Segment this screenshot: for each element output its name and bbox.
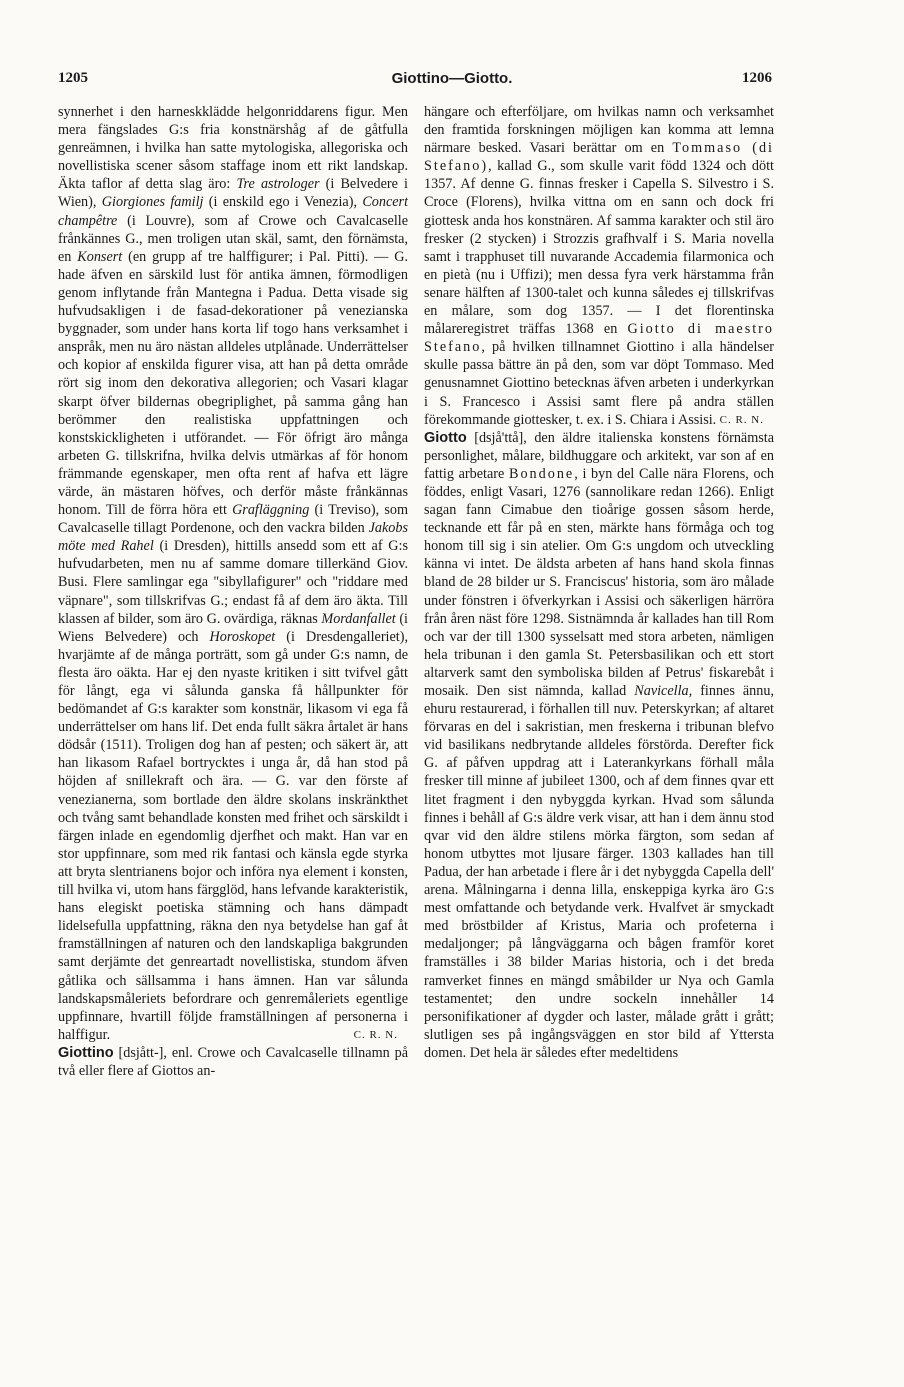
- spaced-name: Giotto di maestro Stefano: [424, 321, 774, 356]
- entry-headword: Giotto: [424, 429, 467, 446]
- spaced-name: Bondone: [508, 465, 575, 482]
- author-signature: C. R. N.: [719, 413, 764, 426]
- work-title: Jakobs möte med Rahel: [58, 520, 408, 555]
- entry-giotto: Giotto [dsjå'ttå], den äldre italienska konstens förnämsta personlighet, målare, bildhuggare och arkitekt, var son af en fattig arbetare Bondone, i byn del Calle nära Florens, och föddes, enligt Vasari, 1276 (sannolikare redan 1266). Enligt sagan fann Cimabue den tioårige gossen såsom herde, tecknande ett får på en sten, märkte hans förmåga och tog honom till sig i sin atelier. Om G:s ungdom och utveckling känna vi intet. De äldsta arbeten af hans hand skola finnas bland de 28 bilder ur S. Franciscus' historia, som äro målade under fönstren i öfverkyrkan i Assisi och säkerligen härröra från åren näst före 1298. Sistnämnda år kallades han till Rom och var der till 1300 sysselsatt med stora arbeten, nämligen hela tribunan i den gamla St. Petersbasilikan och ett stort altarverk samt den symboliska bilden af Petrus' fiskarebåt i mosaik. Den sist nämnda, kallad Navicella, finnes ännu, ehuru restaurerad, i förhallen till nuv. Peterskyrkan; af altaret förvaras en del i sakristian, men freskerna i tribunan blefvo vid basilikans nedbrytande alldeles förstörda. Derefter fick G. af påfven uppdrag att i Laterankyrkans förhall måla fresker till minne af jubileet 1300, och af dem finnes qvar ett litet fragment i den nybyggda kyrkan. Hvad som sålunda finnes i behåll af G:s äldre verk visar, att han i dem ännu stod qvar vid den äldre stilens mörka färgton, som sedan af honom utbyttes mot ljusare färger. 1303 kallades han till Padua, der han arbetade i flere år i det nybyggda Capella dell' arena. Målningarna i denna lilla, enskeppiga kyrka äro G:s mest omfattande och betydande verk. Hvalfvet är smyckadt med bröstbilder af Kristus, Maria och profeterna i medaljonger; på långväggarna och bågen framför koret framställes i 38 bilder Marias historia, och i det breda ramverket finnes en mängd småbilder ur Nya och Gamla testamentet; den undre sockeln innehåller 14 personifikationer af dygder och laster, målade grått i grått; slutligen ses på ingångsväggen en stor bild af Yttersta domen. Det hela är således efter medeltidens: [424, 429, 774, 1061]
- work-title: Grafläggning: [232, 502, 310, 519]
- entry-giorgione-continued: synnerhet i den harneskklädde helgonriddarens figur. Men mera fängslades G:s fria konstnärshåg af de gåtfulla genrеämnen, i hvilka han satte mytologiska, allegoriska och novellistiska scener såsom staffage inom ett rikt landskap. Äkta taflor af detta slag äro: Tre astrologer (i Belvedere i Wien), Giorgiones familj (i enskild ego i Venezia), Concert champêtre (i Louvre), som af Crowe och Cavalcaselle frånkännes G., men troligen utan skäl, samt, den förnämsta, en Konsert (en grupp af tre halffigurer; i Pal. Pitti). — G. hade äfven en särskild lust för antika ämnen, förmodligen genom inflytande från Mantegna i Padua. Detta visade sig hufvudsakligen i de fasad-dekorationer på venezianska byggnader, som under hans korta lif togo hans verksamhet i anspråk, men nu äro nästan alldeles utplånade. Underrättelser och kopior af enskilda figurer visa, att han på detta område rört sig inom den dekorativa allegorien; och Vasari klagar skarpt öfver bildernas obegriplighet, på samma gång han berömmer den realistiska uppfattningen och konstskickligheten i utförandet. — För öfrigt äro många arbeten G. tillskrifna, hvilka delvis utmärkas af för honom främmande egenskaper, men ofta rent af hafva ett lägre värde, än mästaren höfves, och derför måste frånkännas honom. Till de förra höra ett Grafläggning (i Treviso), som Cavalcaselle tillagt Pordenone, och den vackra bilden Jakobs möte med Rahel (i Dresden), hittills ansedd som ett af G:s hufvudarbeten, men nu af samme domare tillerkänd Giov. Busi. Flere samlingar ega "sibyllafigurer" och "riddare med väpnare", som tillskrifvas G.; endast få af dem äro äkta. Till klassen af bilder, som äro G. ovärdiga, räknas Mordanfallet (i Wiens Belvedere) och Horoskopet (i Dresdengalleriet), hvarjämte af de många porträtt, som gå under G:s namn, de flesta äro oäkta. Har ej den nyaste kritiken i sitt tvifvel gått för långt, ega vi sålunda ganska få hållpunkter för bedömandet af G:s karakter som konstnär, likasom vi ega få underrättelser om hans lif. Det enda fullt säkra årtalet är hans dödsår (1511). Troligen dog han af pesten; och säkert är, att han likasom Rafael bortrycktes i unga år, då han stod på höjden af snillekraft och ära. — G. var den förste af venezianerna, som bortlade den äldre skolans inskränkthet och tvång samt behandlade konsten med frihet och särskildt i färgen inlade en egendomlig djerfhet och makt. Han var en stor uppfinnare, som med rik fantasi och känsla egde styrka att bryta slentrianens bojor och införa nya element i konsten, till hvilka vi, utom hans färgglöd, hans lefvande karakteristik, hans elegiskt poetiska stämning och hans dämpadt lidelsefulla uppfattning, räkna den nya betydelse han gaf åt framställningen af naturen och den landskapliga bakgrunden samt derjämte det genreartadt novellistiska, stundom äfven gåtlika och sällsamma i hans ämnen. Han var sålunda landskapsmåleriets befordrare och genremåleriets egentlige uppfinnare, hvartill följde framställningen af personerna i halffigur. C. R. N.: [58, 104, 408, 1043]
- entry-headword: Giottino: [58, 1044, 114, 1061]
- work-title: Navicella,: [634, 683, 693, 699]
- left-column: [58, 103, 408, 1373]
- entry-giottino: Giottino [dsjått-], enl. Crowe och Cavalcaselle tillnamn på två eller flere af Giottos an-: [58, 1044, 408, 1079]
- work-title: Tre astrologer: [236, 176, 320, 193]
- page-header: [0, 70, 904, 94]
- work-title: Giorgiones familj: [101, 194, 204, 211]
- right-column: [424, 103, 774, 1373]
- spaced-name: Tommaso (di Stefano): [424, 140, 774, 175]
- work-title: Horoskopet: [209, 628, 276, 645]
- running-title: Giottino—Giotto.: [391, 70, 513, 87]
- author-signature: C. R. N.: [353, 1028, 398, 1041]
- work-title: Konsert: [77, 248, 123, 265]
- entry-giottino-continued: hängare och efterföljare, om hvilkas namn och verksamhet den framtida forskningen möjligen kan komma att lemna närmare besked. Vasari berättar om en Tommaso (di Stefano), kallad G., som skulle varit född 1324 och dött 1357. Af denne G. finnas fresker i Capella S. Silvestro i S. Croce (Florens), hvilka vittna om en sann och dock fri giottesk anda hos konstnären. Af samma karakter och stil äro fresker (2 stycken) i Strozzis grafhvalf i S. Maria novella samt i trapphuset till nuvarande Accademia filarmonica och en pietà (nu i Uffizi); men dessa fyra verk härstamma från senare hälften af 1300-talet och kunna således ej tillskrifvas en målare, som dog 1357. — I det florentinska målareregistret träffas 1368 en Giotto di maestro Stefano, på hvilken tillnamnet Giottino i alla händelser skulle passa bättre än på den, som var döpt Tommaso. Med genusnamnet Giottino betecknas äfven arbeten i underkyrkan i S. Francesco i Assisi samt flere på andra ställen förekommande giottesker, t. ex. i S. Chiara i Assisi. C. R. N.: [424, 104, 774, 428]
- work-title: Concert champêtre: [58, 194, 408, 229]
- page-number-left: 1205: [58, 70, 88, 86]
- work-title: Mordanfallet: [321, 610, 396, 627]
- page-number-right: 1206: [742, 70, 772, 86]
